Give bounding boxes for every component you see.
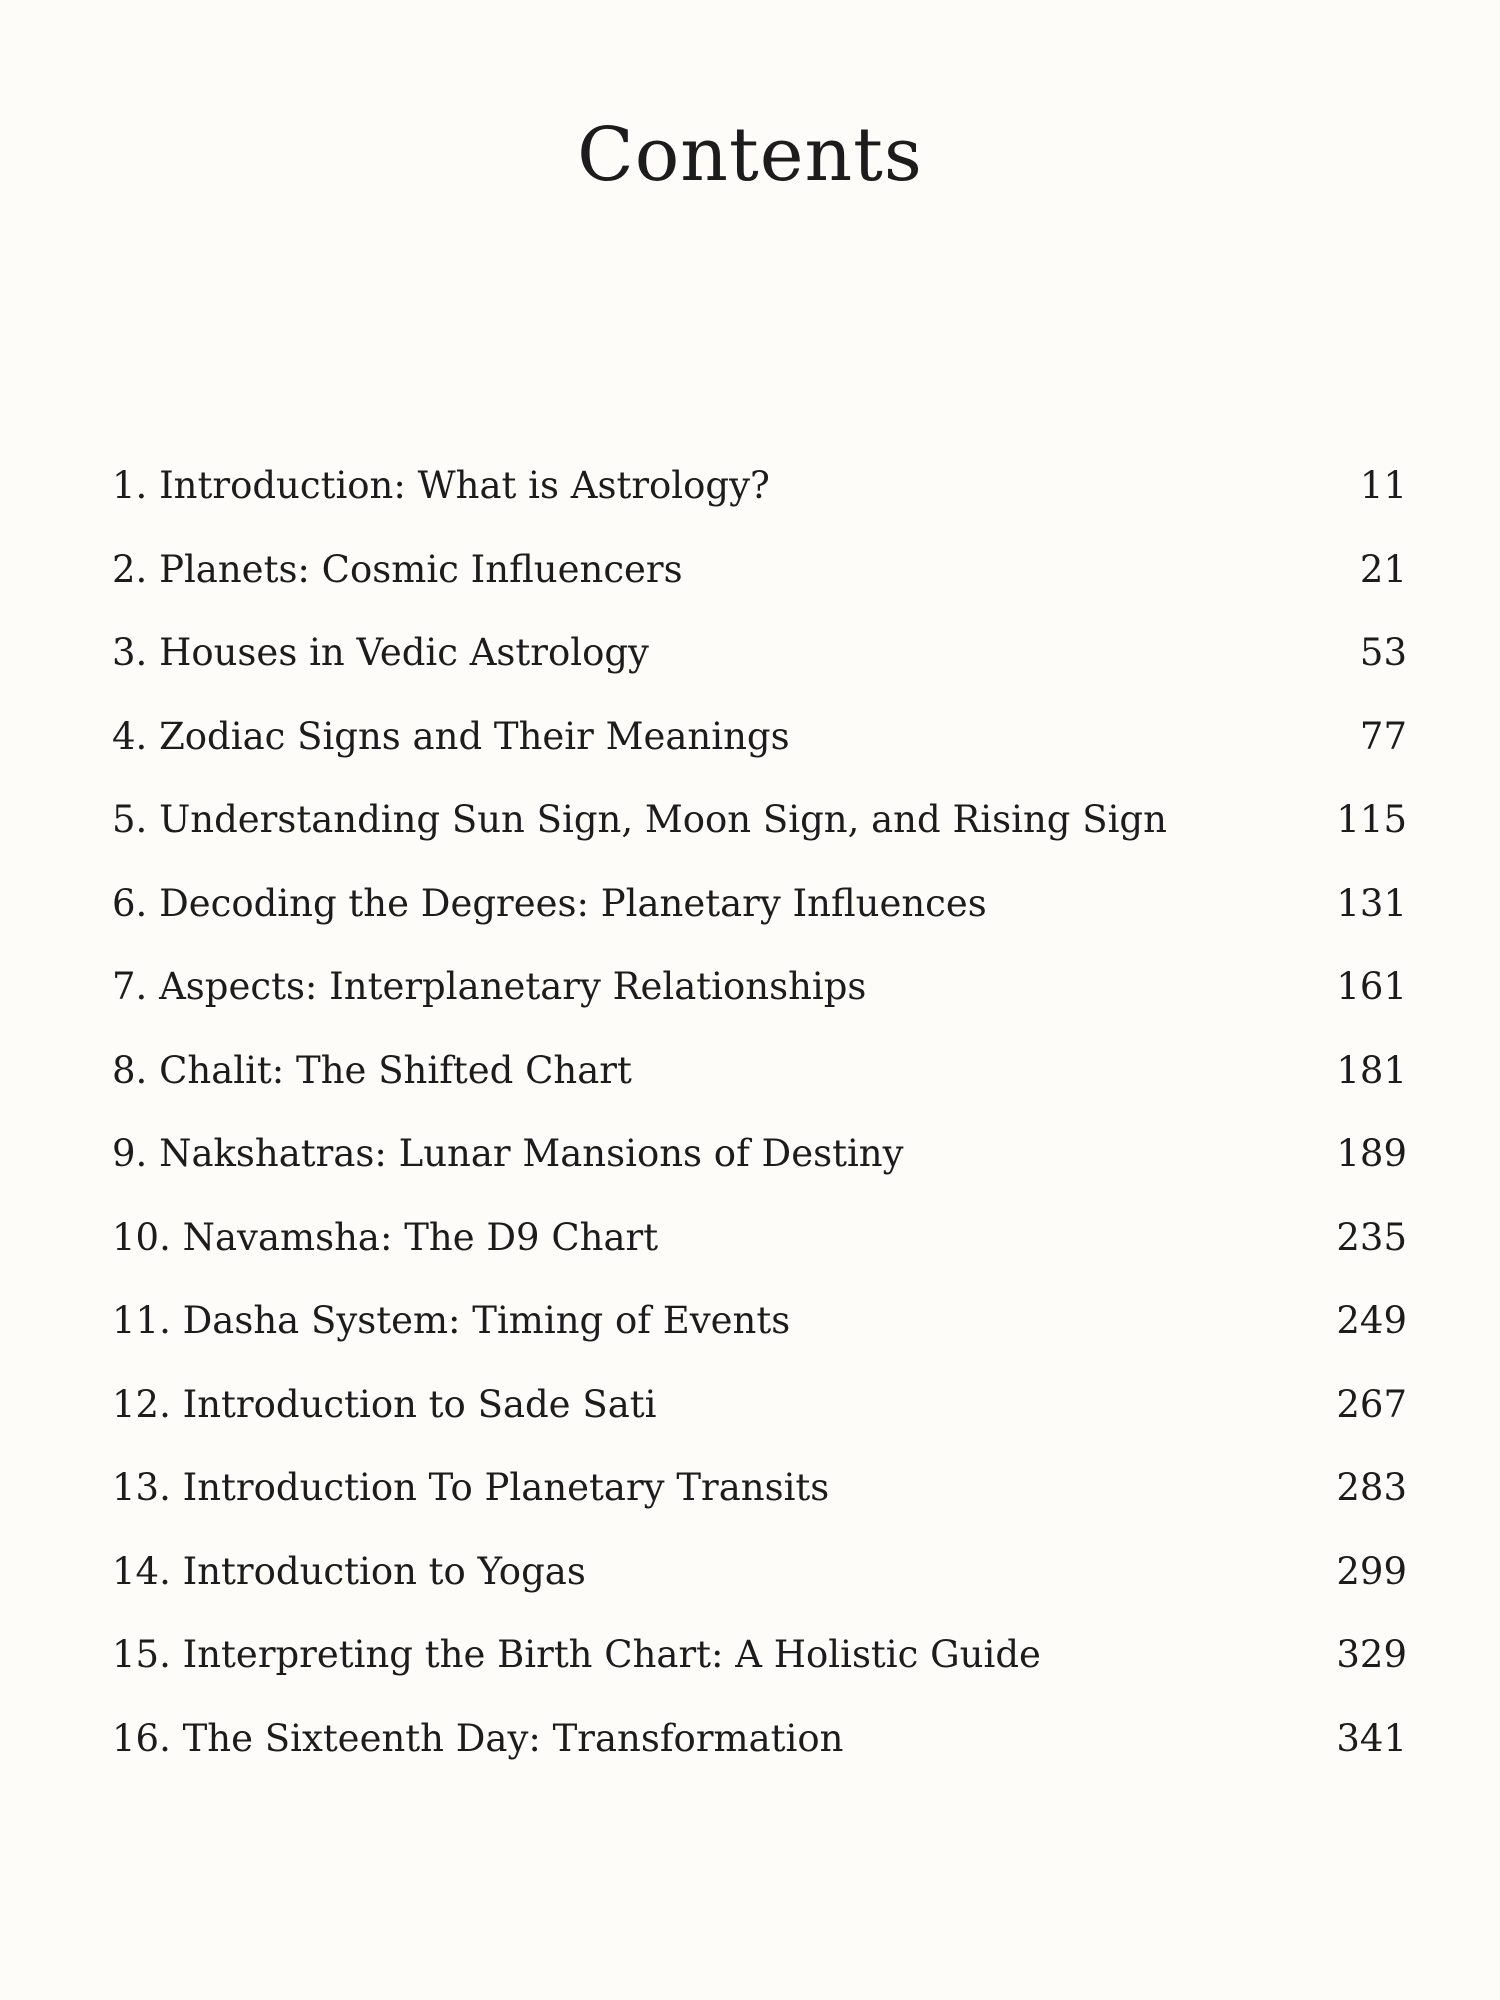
- toc-entry-title: 2. Planets: Cosmic Influencers: [112, 547, 683, 591]
- toc-entry: [112, 1379, 1407, 1463]
- toc-entry-title: 12. Introduction to Sade Sati: [112, 1382, 657, 1426]
- toc-entry-page-number: 341: [1336, 1716, 1407, 1760]
- toc-entry-page-number: 161: [1336, 965, 1407, 1008]
- toc-entry-page-number: 283: [1336, 1466, 1407, 1509]
- toc-entry: [112, 1045, 1407, 1129]
- toc-entry-page-number: 181: [1336, 1048, 1407, 1092]
- toc-entry: [112, 1212, 1407, 1296]
- page-title: Contents: [577, 112, 923, 198]
- toc-entry: [112, 627, 1407, 711]
- toc-entry-title: 14. Introduction to Yogas: [112, 1549, 586, 1593]
- toc-entry-page-number: 299: [1336, 1549, 1407, 1593]
- toc-entry-title: 1. Introduction: What is Astrology?: [112, 464, 770, 507]
- toc-entry-page-number: 329: [1336, 1633, 1407, 1676]
- toc-entry-title: 9. Nakshatras: Lunar Mansions of Destiny: [112, 1132, 904, 1175]
- toc-entry: [112, 794, 1407, 878]
- toc-entry-page-number: 131: [1336, 881, 1407, 925]
- toc-entry-title: 6. Decoding the Degrees: Planetary Influences: [112, 881, 987, 925]
- toc-entry: [112, 1713, 1407, 1797]
- toc-entry: [112, 460, 1407, 544]
- table-of-contents: [112, 460, 1407, 1796]
- toc-entry-page-number: 235: [1336, 1215, 1407, 1259]
- toc-entry-title: 11. Dasha System: Timing of Events: [112, 1299, 791, 1342]
- toc-entry: [112, 1295, 1407, 1379]
- toc-entry-page-number: 115: [1336, 798, 1407, 841]
- toc-entry-page-number: 189: [1336, 1132, 1407, 1175]
- toc-entry: [112, 1546, 1407, 1630]
- toc-entry: [112, 544, 1407, 628]
- toc-entry-title: 5. Understanding Sun Sign, Moon Sign, and Rising Sign: [112, 798, 1167, 841]
- toc-entry-page-number: 21: [1359, 547, 1407, 591]
- toc-entry-title: 16. The Sixteenth Day: Transformation: [112, 1716, 844, 1760]
- toc-entry-title: 8. Chalit: The Shifted Chart: [112, 1048, 632, 1092]
- toc-entry-title: 10. Navamsha: The D9 Chart: [112, 1215, 659, 1259]
- toc-entry-page-number: 11: [1359, 464, 1407, 507]
- toc-entry-title: 3. Houses in Vedic Astrology: [112, 631, 649, 674]
- toc-entry-title: 13. Introduction To Planetary Transits: [112, 1466, 830, 1509]
- toc-entry-title: 7. Aspects: Interplanetary Relationships: [112, 965, 867, 1008]
- toc-entry-page-number: 267: [1336, 1382, 1407, 1426]
- toc-entry-title: 4. Zodiac Signs and Their Meanings: [112, 714, 790, 758]
- toc-entry-title: 15. Interpreting the Birth Chart: A Holistic Guide: [112, 1633, 1041, 1676]
- toc-entry: [112, 711, 1407, 795]
- toc-entry: [112, 878, 1407, 962]
- toc-entry: [112, 1128, 1407, 1212]
- toc-entry: [112, 961, 1407, 1045]
- toc-entry-page-number: 77: [1359, 714, 1407, 758]
- toc-entry: [112, 1462, 1407, 1546]
- toc-entry: [112, 1629, 1407, 1713]
- toc-entry-page-number: 249: [1336, 1299, 1407, 1342]
- toc-entry-page-number: 53: [1359, 631, 1407, 674]
